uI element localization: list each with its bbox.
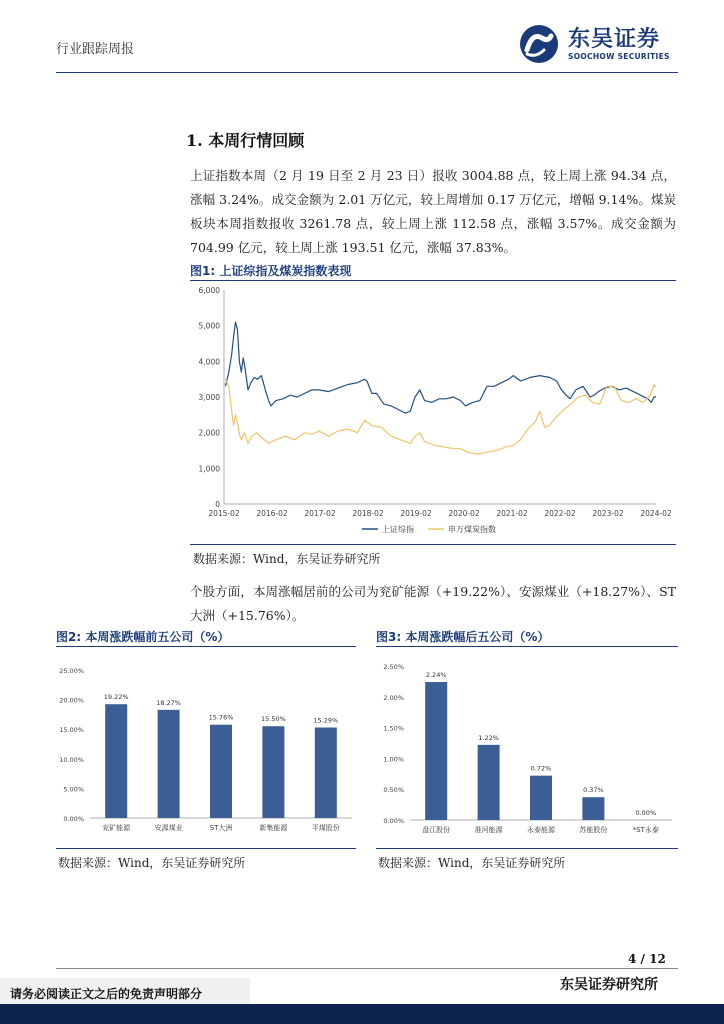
category-label: 安源煤业 [154, 824, 183, 832]
figure1-title: 图1: 上证综指及煤炭指数表现 [190, 264, 352, 278]
y-tick-label: 1.00% [383, 755, 404, 764]
data-label: 18.27% [156, 698, 181, 707]
x-tick-label: 2015-02 [208, 509, 240, 518]
y-tick-label: 4,000 [198, 357, 220, 367]
x-tick-label: 2018-02 [352, 509, 384, 518]
data-label: 2.24% [425, 671, 447, 680]
stock-movers-paragraph: 个股方面，本周涨幅居前的公司为兖矿能源（+19.22%）、安源煤业（+18.27%）、ST 大洲（+15.76%）。 [190, 584, 676, 623]
category-label: 新集能源 [259, 824, 288, 832]
y-tick-label: 5.00% [63, 785, 84, 794]
figure3-top-rule [376, 646, 678, 647]
x-tick-label: 2016-02 [256, 509, 288, 518]
figure2-bottom-rule [56, 848, 356, 849]
figure3-bottom-rule [376, 848, 678, 849]
y-tick-label: 0 [215, 500, 220, 509]
bottom-five-performers-chart [376, 648, 678, 846]
figure3-source: 数据来源：Wind，东吴证券研究所 [378, 856, 566, 870]
bar [105, 704, 127, 818]
category-label: 盘江股份 [422, 826, 451, 834]
y-tick-label: 15.00% [59, 726, 84, 735]
data-label: 0.37% [583, 786, 604, 795]
x-tick-label: 2021-02 [496, 509, 528, 518]
figure2-top-rule [56, 646, 356, 647]
bar [262, 726, 284, 818]
x-tick-label: 2020-02 [448, 509, 480, 518]
bar [158, 710, 180, 818]
legend-label: 申万煤炭指数 [448, 525, 496, 534]
figure2-source: 数据来源：Wind，东吴证券研究所 [58, 856, 246, 870]
logo-english-name: SOOCHOW SECURITIES [568, 52, 670, 61]
series-line-shanghai-composite [225, 322, 656, 413]
top-five-gainers-chart [56, 648, 356, 846]
logo-mark-icon [518, 24, 560, 64]
bar [425, 682, 447, 820]
data-label: 15.76% [208, 713, 234, 722]
y-tick-label: 3,000 [198, 393, 220, 402]
logo-chinese-name: 东吴证券 [568, 27, 661, 52]
category-label: 淮河能源 [474, 826, 503, 834]
footer-divider [56, 968, 678, 969]
category-label: 兖矿能源 [102, 824, 131, 832]
y-tick-label: 2.50% [383, 663, 404, 671]
category-label: 苏能股份 [579, 826, 608, 834]
y-tick-label: 5,000 [198, 321, 220, 331]
bar [210, 725, 232, 818]
figure2-title: 图2: 本周涨跌幅前五公司（%） [56, 630, 230, 644]
x-tick-label: 2022-02 [544, 509, 576, 518]
x-tick-label: 2017-02 [304, 509, 336, 518]
market-review-paragraph: 上证指数本周（2 月 19 日至 2 月 23 日）报收 3004.88 点，较上周上涨 94.34 点，涨幅 3.24%。成交金额为 2.01 万亿元，较上周增加 0.17 万亿元，增幅 9.14%。煤炭板块本周指数报收 3261.78 点，较上周上涨 112.58 点，涨幅 3.57%。成交金额为 704.99 亿元，较上周上涨 193.51 亿元，涨幅 37.83%。 [190, 168, 676, 255]
figure1-top-rule [190, 280, 676, 281]
data-label: 15.29% [313, 716, 339, 725]
series-line-coal-index [225, 379, 656, 454]
y-tick-label: 2,000 [198, 428, 220, 438]
bar [582, 797, 604, 820]
legend-label: 上证综指 [382, 525, 414, 534]
y-tick-label: 1,000 [198, 464, 220, 474]
category-label: 平煤股份 [311, 824, 340, 832]
footer-organization: 东吴证券研究所 [560, 977, 658, 993]
header-report-type: 行业跟踪周报 [56, 42, 135, 57]
y-tick-label: 6,000 [198, 286, 220, 295]
category-label: *ST永泰 [632, 826, 659, 834]
page-number: 4 / 12 [628, 952, 666, 966]
bar [315, 727, 337, 818]
y-tick-label: 25.00% [59, 667, 84, 675]
data-label: 0.72% [530, 764, 552, 773]
figure3-title: 图3: 本周涨跌幅后五公司（%） [376, 630, 550, 644]
company-logo [518, 22, 678, 66]
y-tick-label: 10.00% [59, 755, 84, 764]
bar [478, 745, 500, 820]
data-label: 19.22% [103, 693, 129, 702]
y-tick-label: 0.00% [383, 817, 404, 825]
index-performance-chart [190, 282, 676, 544]
category-label: ST大洲 [209, 824, 233, 832]
section-title: 1. 本周行情回顾 [186, 131, 305, 150]
header-divider [56, 72, 678, 73]
bar [530, 776, 552, 820]
data-label: 0.00% [635, 809, 657, 817]
y-tick-label: 0.00% [63, 815, 84, 823]
x-tick-label: 2019-02 [400, 509, 432, 518]
y-tick-label: 1.50% [383, 724, 404, 733]
figure1-source: 数据来源：Wind，东吴证券研究所 [193, 552, 381, 566]
x-tick-label: 2024-02 [640, 509, 672, 518]
disclaimer-text: 请务必阅读正文之后的免责声明部分 [10, 987, 203, 1001]
category-label: 永泰能源 [527, 826, 555, 834]
y-tick-label: 0.50% [383, 786, 404, 795]
footer-bar [0, 1004, 724, 1024]
x-tick-label: 2023-02 [592, 509, 624, 518]
figure1-bottom-rule [190, 544, 676, 545]
data-label: 1.22% [478, 733, 499, 742]
y-tick-label: 2.00% [383, 693, 404, 702]
y-tick-label: 20.00% [59, 696, 84, 705]
data-label: 15.50% [261, 715, 286, 724]
